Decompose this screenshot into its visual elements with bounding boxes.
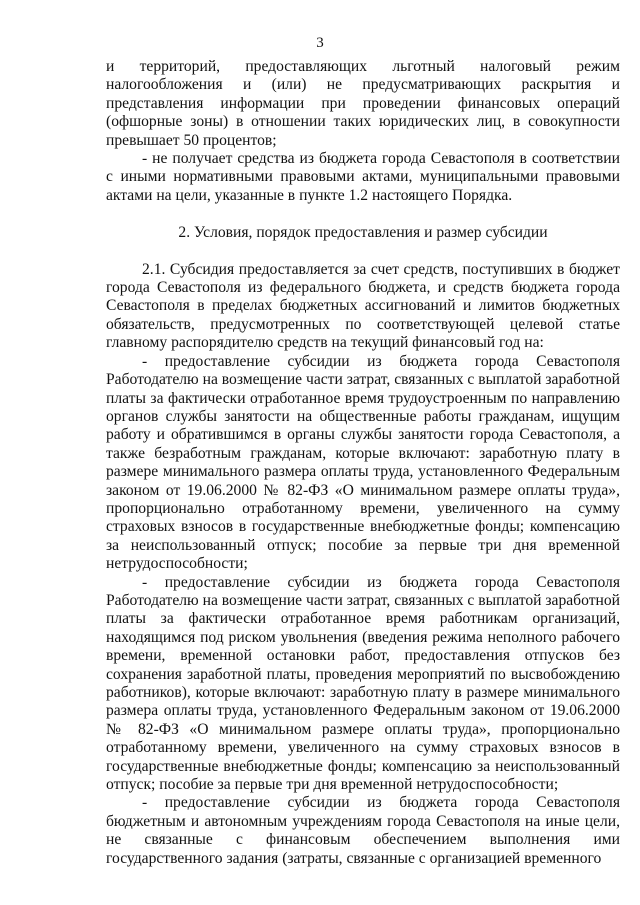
paragraph-subsidy-institutions: - предоставление субсидии из бюджета города Севастополя бюджетным и автономным учреждениям города Севастополя на иные цели, не связанные с финансовым обеспечением выполнения ими государственного задания (затраты, связанные с организацией временного	[106, 794, 620, 867]
paragraph-no-budget-funds: - не получает средства из бюджета города Севастополя в соответствии с иными нормативными правовыми актами, муниципальными правовыми актами на цели, указанные в пункте 1.2 настоящего Порядка.	[106, 150, 620, 204]
document-body	[106, 58, 620, 868]
paragraph-subsidy-public-works: - предоставление субсидии из бюджета города Севастополя Работодателю на возмещение части затрат, связанных с выплатой заработной платы за фактически отработанное время трудоустроенным по направлению органов службы занятости на общественные работы гражданам, ищущим работу и обратившимся в органы службы занятости города Севастополя, а также безработным гражданам, которые включают: заработную плату в размере минимального размера оплаты труда, установленного Федеральным законом от 19.06.2000 № 82-ФЗ «О минимальном размере оплаты труда», пропорционально отработанному времени, увеличенного на сумму страховых взносов в государственные внебюджетные фонды; компенсацию за неиспользованный отпуск; пособие за первые три дня временной нетрудоспособности;	[106, 352, 620, 573]
paragraph-subsidy-risk-of-dismissal: - предоставление субсидии из бюджета города Севастополя Работодателю на возмещение части затрат, связанных с выплатой заработной платы за фактически отработанное время работникам организаций, находящимся под риском увольнения (введения режима неполного рабочего времени, временной остановки работ, предоставления отпусков без сохранения заработной платы, проведения мероприятий по высвобождению работников), которые включают: заработную плату в размере минимального размера оплаты труда, установленного Федеральным законом от 19.06.2000 № 82-ФЗ «О минимальном размере оплаты труда», пропорционально отработанному времени, увеличенного на сумму страховых взносов в государственные внебюджетные фонды; компенсацию за неиспользованный отпуск; пособие за первые три дня временной нетрудоспособности;	[106, 573, 620, 794]
section-heading: 2. Условия, порядок предоставления и размер субсидии	[178, 224, 548, 242]
paragraph-offshore-continuation: и территорий, предоставляющих льготный налоговый режим налогообложения и (или) не предусматривающих раскрытия и представления информации при проведении финансовых операций (офшорные зоны) в отношении таких юридических лиц, в совокупности превышает 50 процентов;	[106, 58, 620, 149]
page-number: 3	[316, 35, 324, 51]
paragraph-2-1: 2.1. Субсидия предоставляется за счет средств, поступивших в бюджет города Севастополя из федерального бюджета, и средств бюджета города Севастополя в пределах бюджетных ассигнований и лимитов бюджетных обязательств, предусмотренных по соответствующей целевой статье главному распорядителю средств на текущий финансовый год на:	[106, 260, 620, 352]
